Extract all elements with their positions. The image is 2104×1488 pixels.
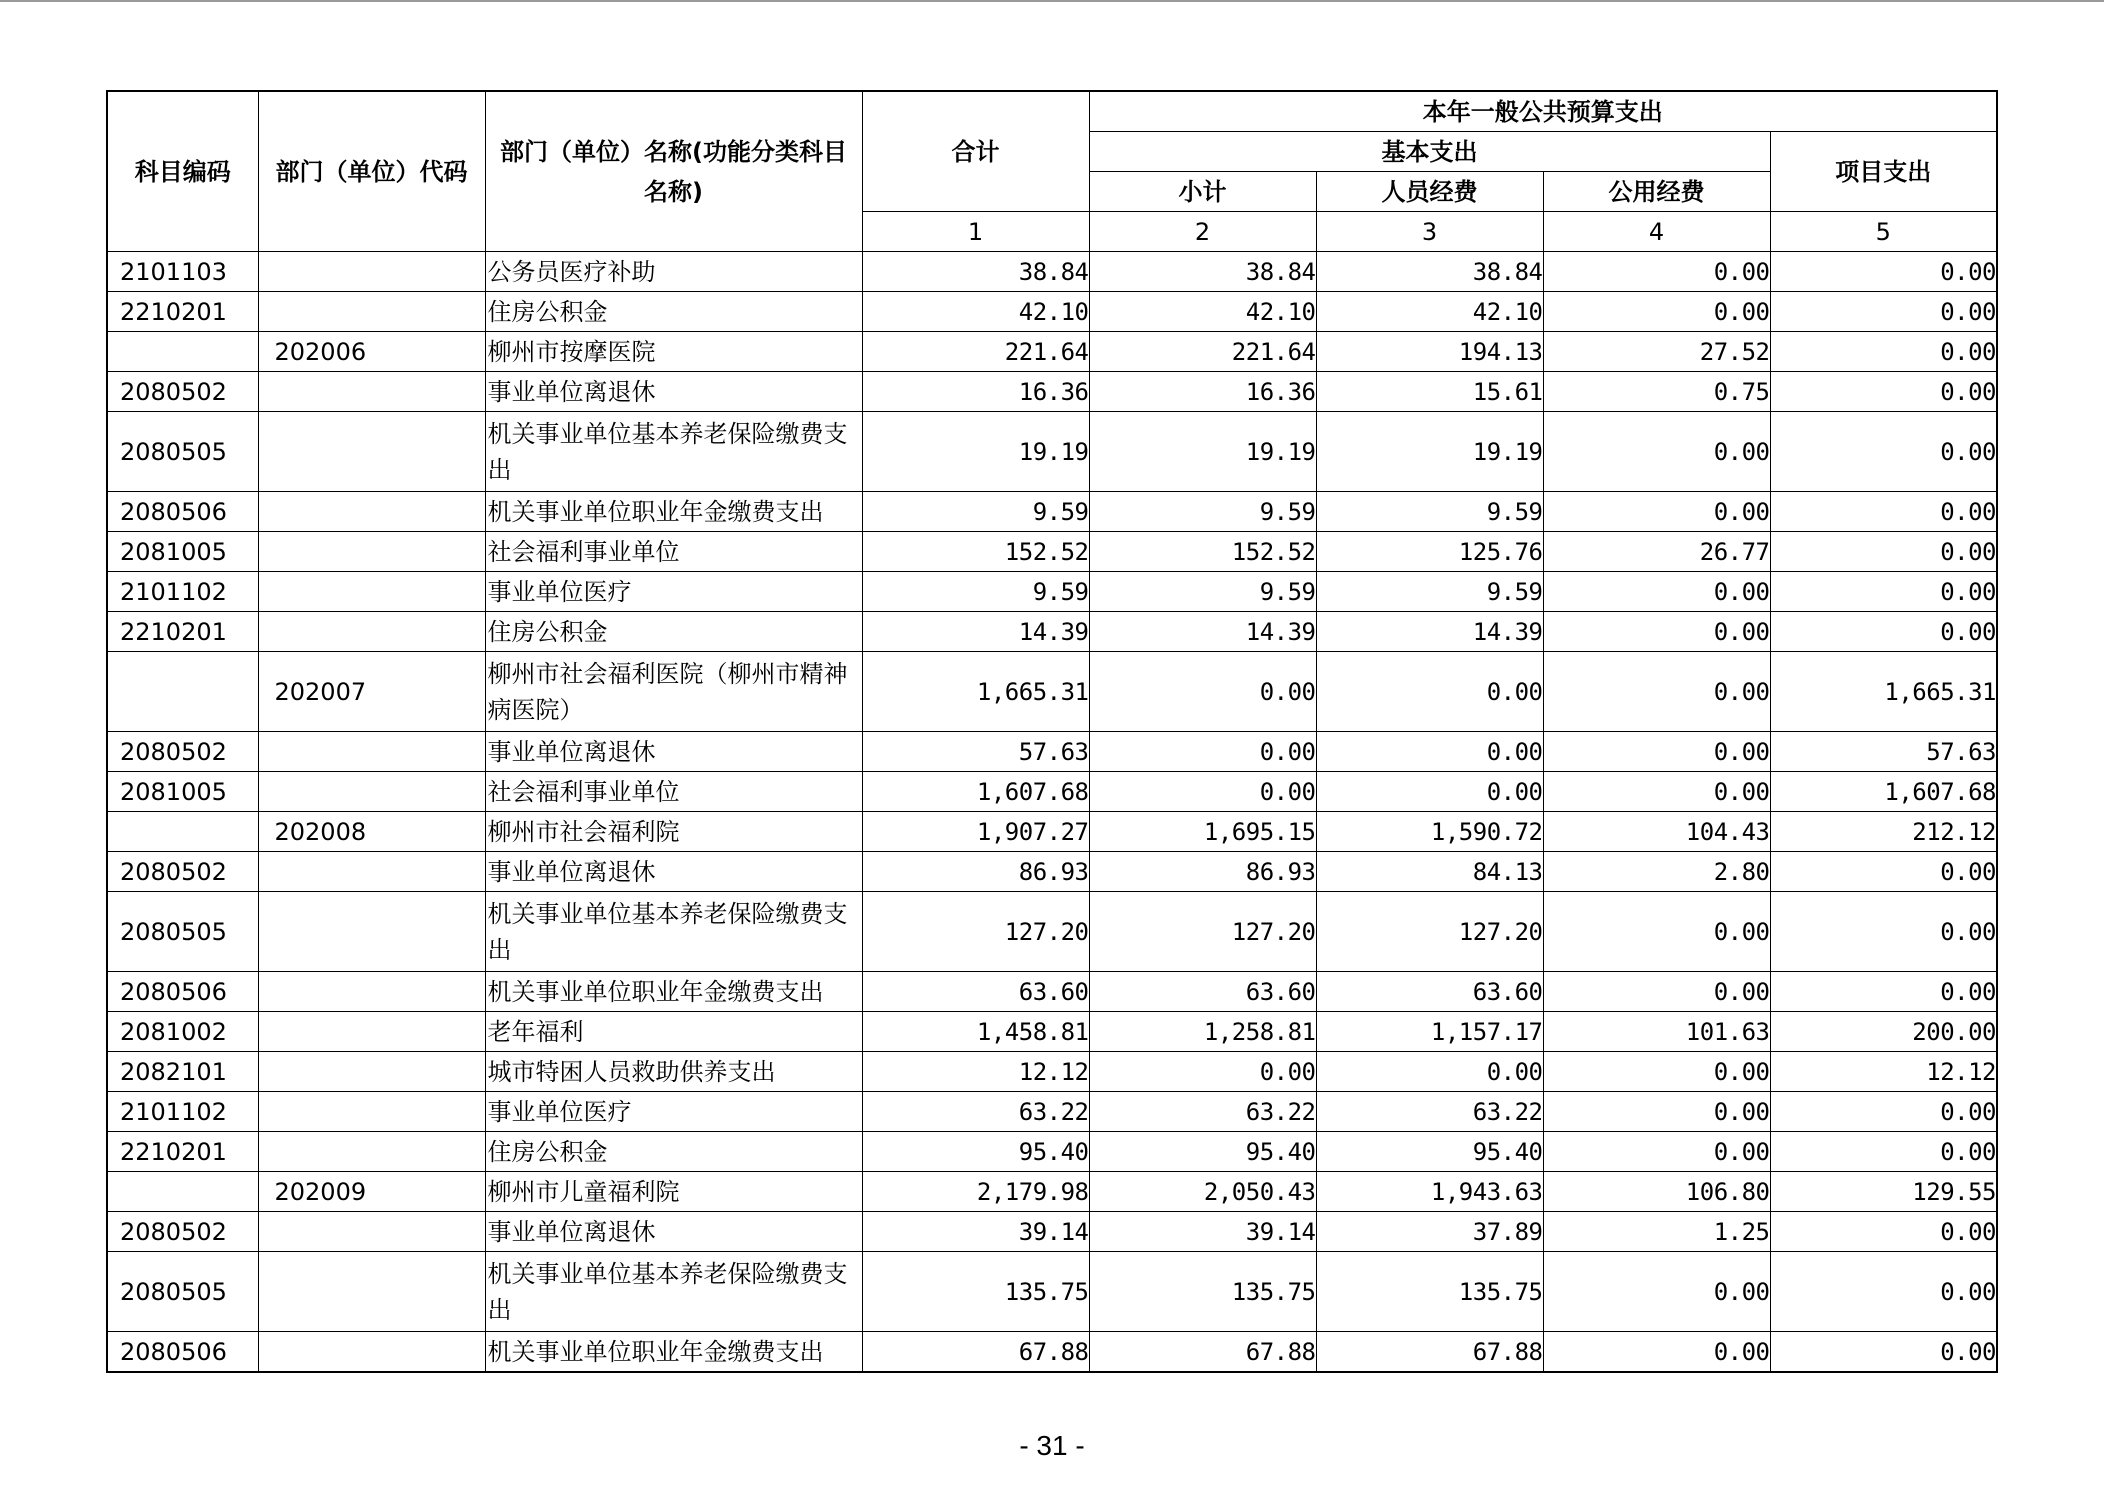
table-row bbox=[107, 812, 1997, 852]
personnel-cell: 15.61 bbox=[1316, 372, 1543, 412]
header-col-number: 2 bbox=[1089, 212, 1316, 252]
subtotal-cell: 95.40 bbox=[1089, 1132, 1316, 1172]
table-row bbox=[107, 1132, 1997, 1172]
subject-code-cell: 2080505 bbox=[107, 892, 258, 972]
subtotal-cell: 2,050.43 bbox=[1089, 1172, 1316, 1212]
budget-expenditure-table bbox=[106, 90, 1998, 1373]
public-cell: 0.00 bbox=[1543, 772, 1770, 812]
subtotal-cell: 9.59 bbox=[1089, 492, 1316, 532]
subject-code-cell: 2080506 bbox=[107, 1332, 258, 1373]
dept-name-cell: 机关事业单位职业年金缴费支出 bbox=[485, 972, 862, 1012]
header-dept-code: 部门（单位）代码 bbox=[258, 91, 485, 252]
subject-code-cell: 2080502 bbox=[107, 852, 258, 892]
dept-name-cell: 事业单位离退休 bbox=[485, 732, 862, 772]
header-project: 项目支出 bbox=[1770, 132, 1997, 212]
public-cell: 1.25 bbox=[1543, 1212, 1770, 1252]
public-cell: 0.00 bbox=[1543, 892, 1770, 972]
dept-code-cell bbox=[258, 772, 485, 812]
subtotal-cell: 0.00 bbox=[1089, 652, 1316, 732]
project-cell: 57.63 bbox=[1770, 732, 1997, 772]
public-cell: 0.00 bbox=[1543, 492, 1770, 532]
personnel-cell: 9.59 bbox=[1316, 492, 1543, 532]
dept-name-cell: 社会福利事业单位 bbox=[485, 772, 862, 812]
table-row bbox=[107, 412, 1997, 492]
total-cell: 152.52 bbox=[862, 532, 1089, 572]
project-cell: 0.00 bbox=[1770, 852, 1997, 892]
public-cell: 2.80 bbox=[1543, 852, 1770, 892]
dept-name-cell: 机关事业单位职业年金缴费支出 bbox=[485, 1332, 862, 1373]
personnel-cell: 0.00 bbox=[1316, 772, 1543, 812]
table-row bbox=[107, 372, 1997, 412]
dept-code-cell bbox=[258, 252, 485, 292]
subtotal-cell: 19.19 bbox=[1089, 412, 1316, 492]
dept-code-cell: 202009 bbox=[258, 1172, 485, 1212]
project-cell: 0.00 bbox=[1770, 612, 1997, 652]
project-cell: 0.00 bbox=[1770, 332, 1997, 372]
dept-code-cell bbox=[258, 852, 485, 892]
project-cell: 0.00 bbox=[1770, 1212, 1997, 1252]
subtotal-cell: 135.75 bbox=[1089, 1252, 1316, 1332]
personnel-cell: 0.00 bbox=[1316, 1052, 1543, 1092]
personnel-cell: 127.20 bbox=[1316, 892, 1543, 972]
total-cell: 57.63 bbox=[862, 732, 1089, 772]
table-row bbox=[107, 292, 1997, 332]
subject-code-cell: 2080502 bbox=[107, 372, 258, 412]
subject-code-cell: 2082101 bbox=[107, 1052, 258, 1092]
subject-code-cell: 2210201 bbox=[107, 1132, 258, 1172]
header-col-number: 4 bbox=[1543, 212, 1770, 252]
project-cell: 129.55 bbox=[1770, 1172, 1997, 1212]
public-cell: 0.00 bbox=[1543, 572, 1770, 612]
subtotal-cell: 67.88 bbox=[1089, 1332, 1316, 1373]
personnel-cell: 37.89 bbox=[1316, 1212, 1543, 1252]
table-row bbox=[107, 492, 1997, 532]
dept-code-cell bbox=[258, 1092, 485, 1132]
public-cell: 26.77 bbox=[1543, 532, 1770, 572]
table-row bbox=[107, 532, 1997, 572]
subject-code-cell: 2080506 bbox=[107, 492, 258, 532]
table-row bbox=[107, 1172, 1997, 1212]
public-cell: 0.00 bbox=[1543, 972, 1770, 1012]
subtotal-cell: 42.10 bbox=[1089, 292, 1316, 332]
header-col-number: 5 bbox=[1770, 212, 1997, 252]
dept-name-cell: 机关事业单位职业年金缴费支出 bbox=[485, 492, 862, 532]
subject-code-cell: 2080506 bbox=[107, 972, 258, 1012]
personnel-cell: 42.10 bbox=[1316, 292, 1543, 332]
personnel-cell: 63.22 bbox=[1316, 1092, 1543, 1132]
table-row bbox=[107, 892, 1997, 972]
table-row bbox=[107, 732, 1997, 772]
subject-code-cell bbox=[107, 1172, 258, 1212]
subject-code-cell: 2210201 bbox=[107, 292, 258, 332]
public-cell: 0.00 bbox=[1543, 292, 1770, 332]
project-cell: 0.00 bbox=[1770, 1092, 1997, 1132]
dept-name-cell: 住房公积金 bbox=[485, 612, 862, 652]
table-row bbox=[107, 1252, 1997, 1332]
subject-code-cell: 2081005 bbox=[107, 532, 258, 572]
dept-code-cell bbox=[258, 532, 485, 572]
subtotal-cell: 63.60 bbox=[1089, 972, 1316, 1012]
dept-name-cell: 机关事业单位基本养老保险缴费支出 bbox=[485, 892, 862, 972]
total-cell: 42.10 bbox=[862, 292, 1089, 332]
project-cell: 0.00 bbox=[1770, 492, 1997, 532]
project-cell: 212.12 bbox=[1770, 812, 1997, 852]
table-row bbox=[107, 772, 1997, 812]
subject-code-cell: 2080502 bbox=[107, 732, 258, 772]
dept-name-cell: 事业单位医疗 bbox=[485, 572, 862, 612]
personnel-cell: 125.76 bbox=[1316, 532, 1543, 572]
subject-code-cell: 2101102 bbox=[107, 572, 258, 612]
project-cell: 0.00 bbox=[1770, 1132, 1997, 1172]
project-cell: 0.00 bbox=[1770, 1332, 1997, 1373]
subtotal-cell: 0.00 bbox=[1089, 772, 1316, 812]
project-cell: 12.12 bbox=[1770, 1052, 1997, 1092]
top-border-line bbox=[0, 0, 2104, 2]
total-cell: 67.88 bbox=[862, 1332, 1089, 1373]
personnel-cell: 95.40 bbox=[1316, 1132, 1543, 1172]
public-cell: 106.80 bbox=[1543, 1172, 1770, 1212]
dept-name-cell: 老年福利 bbox=[485, 1012, 862, 1052]
personnel-cell: 9.59 bbox=[1316, 572, 1543, 612]
public-cell: 0.00 bbox=[1543, 612, 1770, 652]
subject-code-cell bbox=[107, 332, 258, 372]
dept-name-cell: 事业单位离退休 bbox=[485, 852, 862, 892]
header-basic-group: 基本支出 bbox=[1089, 132, 1770, 172]
public-cell: 104.43 bbox=[1543, 812, 1770, 852]
personnel-cell: 63.60 bbox=[1316, 972, 1543, 1012]
header-col-number: 1 bbox=[862, 212, 1089, 252]
header-subtotal: 小计 bbox=[1089, 172, 1316, 212]
table-row bbox=[107, 972, 1997, 1012]
personnel-cell: 1,157.17 bbox=[1316, 1012, 1543, 1052]
dept-name-cell: 机关事业单位基本养老保险缴费支出 bbox=[485, 1252, 862, 1332]
project-cell: 1,665.31 bbox=[1770, 652, 1997, 732]
public-cell: 101.63 bbox=[1543, 1012, 1770, 1052]
dept-name-cell: 柳州市儿童福利院 bbox=[485, 1172, 862, 1212]
subtotal-cell: 221.64 bbox=[1089, 332, 1316, 372]
subtotal-cell: 16.36 bbox=[1089, 372, 1316, 412]
table-row bbox=[107, 652, 1997, 732]
subject-code-cell: 2210201 bbox=[107, 612, 258, 652]
subtotal-cell: 152.52 bbox=[1089, 532, 1316, 572]
subtotal-cell: 0.00 bbox=[1089, 1052, 1316, 1092]
dept-code-cell bbox=[258, 492, 485, 532]
dept-code-cell bbox=[258, 1212, 485, 1252]
table-row bbox=[107, 1052, 1997, 1092]
personnel-cell: 14.39 bbox=[1316, 612, 1543, 652]
header-public: 公用经费 bbox=[1543, 172, 1770, 212]
subtotal-cell: 127.20 bbox=[1089, 892, 1316, 972]
subtotal-cell: 0.00 bbox=[1089, 732, 1316, 772]
dept-code-cell bbox=[258, 972, 485, 1012]
public-cell: 0.00 bbox=[1543, 652, 1770, 732]
project-cell: 0.00 bbox=[1770, 252, 1997, 292]
subtotal-cell: 86.93 bbox=[1089, 852, 1316, 892]
dept-code-cell bbox=[258, 372, 485, 412]
subject-code-cell: 2080505 bbox=[107, 1252, 258, 1332]
dept-name-cell: 机关事业单位基本养老保险缴费支出 bbox=[485, 412, 862, 492]
personnel-cell: 1,590.72 bbox=[1316, 812, 1543, 852]
dept-code-cell bbox=[258, 412, 485, 492]
table-row bbox=[107, 1332, 1997, 1373]
dept-code-cell bbox=[258, 892, 485, 972]
total-cell: 63.60 bbox=[862, 972, 1089, 1012]
table-row bbox=[107, 252, 1997, 292]
subject-code-cell: 2081002 bbox=[107, 1012, 258, 1052]
table-row bbox=[107, 612, 1997, 652]
total-cell: 127.20 bbox=[862, 892, 1089, 972]
dept-code-cell: 202006 bbox=[258, 332, 485, 372]
dept-name-cell: 柳州市按摩医院 bbox=[485, 332, 862, 372]
dept-name-cell: 事业单位离退休 bbox=[485, 1212, 862, 1252]
header-current-year-group: 本年一般公共预算支出 bbox=[1089, 91, 1997, 132]
public-cell: 0.00 bbox=[1543, 1052, 1770, 1092]
total-cell: 1,607.68 bbox=[862, 772, 1089, 812]
personnel-cell: 0.00 bbox=[1316, 652, 1543, 732]
personnel-cell: 194.13 bbox=[1316, 332, 1543, 372]
total-cell: 9.59 bbox=[862, 492, 1089, 532]
personnel-cell: 84.13 bbox=[1316, 852, 1543, 892]
public-cell: 0.00 bbox=[1543, 732, 1770, 772]
total-cell: 38.84 bbox=[862, 252, 1089, 292]
dept-code-cell bbox=[258, 292, 485, 332]
subtotal-cell: 9.59 bbox=[1089, 572, 1316, 612]
total-cell: 14.39 bbox=[862, 612, 1089, 652]
public-cell: 0.00 bbox=[1543, 252, 1770, 292]
personnel-cell: 19.19 bbox=[1316, 412, 1543, 492]
dept-name-cell: 事业单位医疗 bbox=[485, 1092, 862, 1132]
dept-code-cell bbox=[258, 612, 485, 652]
table-row bbox=[107, 572, 1997, 612]
total-cell: 63.22 bbox=[862, 1092, 1089, 1132]
table-row bbox=[107, 1212, 1997, 1252]
table-row bbox=[107, 1012, 1997, 1052]
subject-code-cell: 2101102 bbox=[107, 1092, 258, 1132]
project-cell: 0.00 bbox=[1770, 532, 1997, 572]
subtotal-cell: 63.22 bbox=[1089, 1092, 1316, 1132]
personnel-cell: 38.84 bbox=[1316, 252, 1543, 292]
subtotal-cell: 1,258.81 bbox=[1089, 1012, 1316, 1052]
subtotal-cell: 38.84 bbox=[1089, 252, 1316, 292]
personnel-cell: 67.88 bbox=[1316, 1332, 1543, 1373]
total-cell: 12.12 bbox=[862, 1052, 1089, 1092]
public-cell: 0.75 bbox=[1543, 372, 1770, 412]
public-cell: 0.00 bbox=[1543, 1092, 1770, 1132]
dept-name-cell: 城市特困人员救助供养支出 bbox=[485, 1052, 862, 1092]
total-cell: 2,179.98 bbox=[862, 1172, 1089, 1212]
dept-name-cell: 住房公积金 bbox=[485, 1132, 862, 1172]
dept-code-cell: 202007 bbox=[258, 652, 485, 732]
public-cell: 27.52 bbox=[1543, 332, 1770, 372]
subtotal-cell: 1,695.15 bbox=[1089, 812, 1316, 852]
public-cell: 0.00 bbox=[1543, 412, 1770, 492]
subject-code-cell: 2081005 bbox=[107, 772, 258, 812]
subtotal-cell: 14.39 bbox=[1089, 612, 1316, 652]
dept-code-cell bbox=[258, 572, 485, 612]
project-cell: 0.00 bbox=[1770, 372, 1997, 412]
subject-code-cell: 2080505 bbox=[107, 412, 258, 492]
total-cell: 1,907.27 bbox=[862, 812, 1089, 852]
dept-code-cell bbox=[258, 1052, 485, 1092]
total-cell: 95.40 bbox=[862, 1132, 1089, 1172]
total-cell: 39.14 bbox=[862, 1212, 1089, 1252]
project-cell: 0.00 bbox=[1770, 572, 1997, 612]
project-cell: 1,607.68 bbox=[1770, 772, 1997, 812]
dept-name-cell: 社会福利事业单位 bbox=[485, 532, 862, 572]
dept-name-cell: 住房公积金 bbox=[485, 292, 862, 332]
total-cell: 135.75 bbox=[862, 1252, 1089, 1332]
dept-name-cell: 柳州市社会福利院 bbox=[485, 812, 862, 852]
header-total: 合计 bbox=[862, 91, 1089, 212]
header-personnel: 人员经费 bbox=[1316, 172, 1543, 212]
personnel-cell: 1,943.63 bbox=[1316, 1172, 1543, 1212]
total-cell: 1,458.81 bbox=[862, 1012, 1089, 1052]
dept-code-cell: 202008 bbox=[258, 812, 485, 852]
total-cell: 19.19 bbox=[862, 412, 1089, 492]
dept-name-cell: 柳州市社会福利医院（柳州市精神病医院） bbox=[485, 652, 862, 732]
dept-code-cell bbox=[258, 732, 485, 772]
total-cell: 9.59 bbox=[862, 572, 1089, 612]
total-cell: 86.93 bbox=[862, 852, 1089, 892]
project-cell: 0.00 bbox=[1770, 892, 1997, 972]
page-number: - 31 - bbox=[1019, 1430, 1085, 1461]
dept-code-cell bbox=[258, 1332, 485, 1373]
table-body bbox=[107, 252, 1997, 1373]
header-dept-name: 部门（单位）名称(功能分类科目名称) bbox=[485, 91, 862, 252]
subject-code-cell bbox=[107, 652, 258, 732]
dept-name-cell: 公务员医疗补助 bbox=[485, 252, 862, 292]
personnel-cell: 135.75 bbox=[1316, 1252, 1543, 1332]
dept-name-cell: 事业单位离退休 bbox=[485, 372, 862, 412]
public-cell: 0.00 bbox=[1543, 1252, 1770, 1332]
public-cell: 0.00 bbox=[1543, 1132, 1770, 1172]
subject-code-cell: 2080502 bbox=[107, 1212, 258, 1252]
table-row bbox=[107, 1092, 1997, 1132]
total-cell: 1,665.31 bbox=[862, 652, 1089, 732]
table-header bbox=[107, 91, 1997, 252]
subtotal-cell: 39.14 bbox=[1089, 1212, 1316, 1252]
project-cell: 200.00 bbox=[1770, 1012, 1997, 1052]
project-cell: 0.00 bbox=[1770, 292, 1997, 332]
dept-code-cell bbox=[258, 1252, 485, 1332]
project-cell: 0.00 bbox=[1770, 1252, 1997, 1332]
table-row bbox=[107, 852, 1997, 892]
table-row bbox=[107, 332, 1997, 372]
project-cell: 0.00 bbox=[1770, 972, 1997, 1012]
total-cell: 16.36 bbox=[862, 372, 1089, 412]
public-cell: 0.00 bbox=[1543, 1332, 1770, 1373]
dept-code-cell bbox=[258, 1012, 485, 1052]
header-col-number: 3 bbox=[1316, 212, 1543, 252]
header-subject-code: 科目编码 bbox=[107, 91, 258, 252]
project-cell: 0.00 bbox=[1770, 412, 1997, 492]
subject-code-cell bbox=[107, 812, 258, 852]
total-cell: 221.64 bbox=[862, 332, 1089, 372]
subject-code-cell: 2101103 bbox=[107, 252, 258, 292]
dept-code-cell bbox=[258, 1132, 485, 1172]
personnel-cell: 0.00 bbox=[1316, 732, 1543, 772]
